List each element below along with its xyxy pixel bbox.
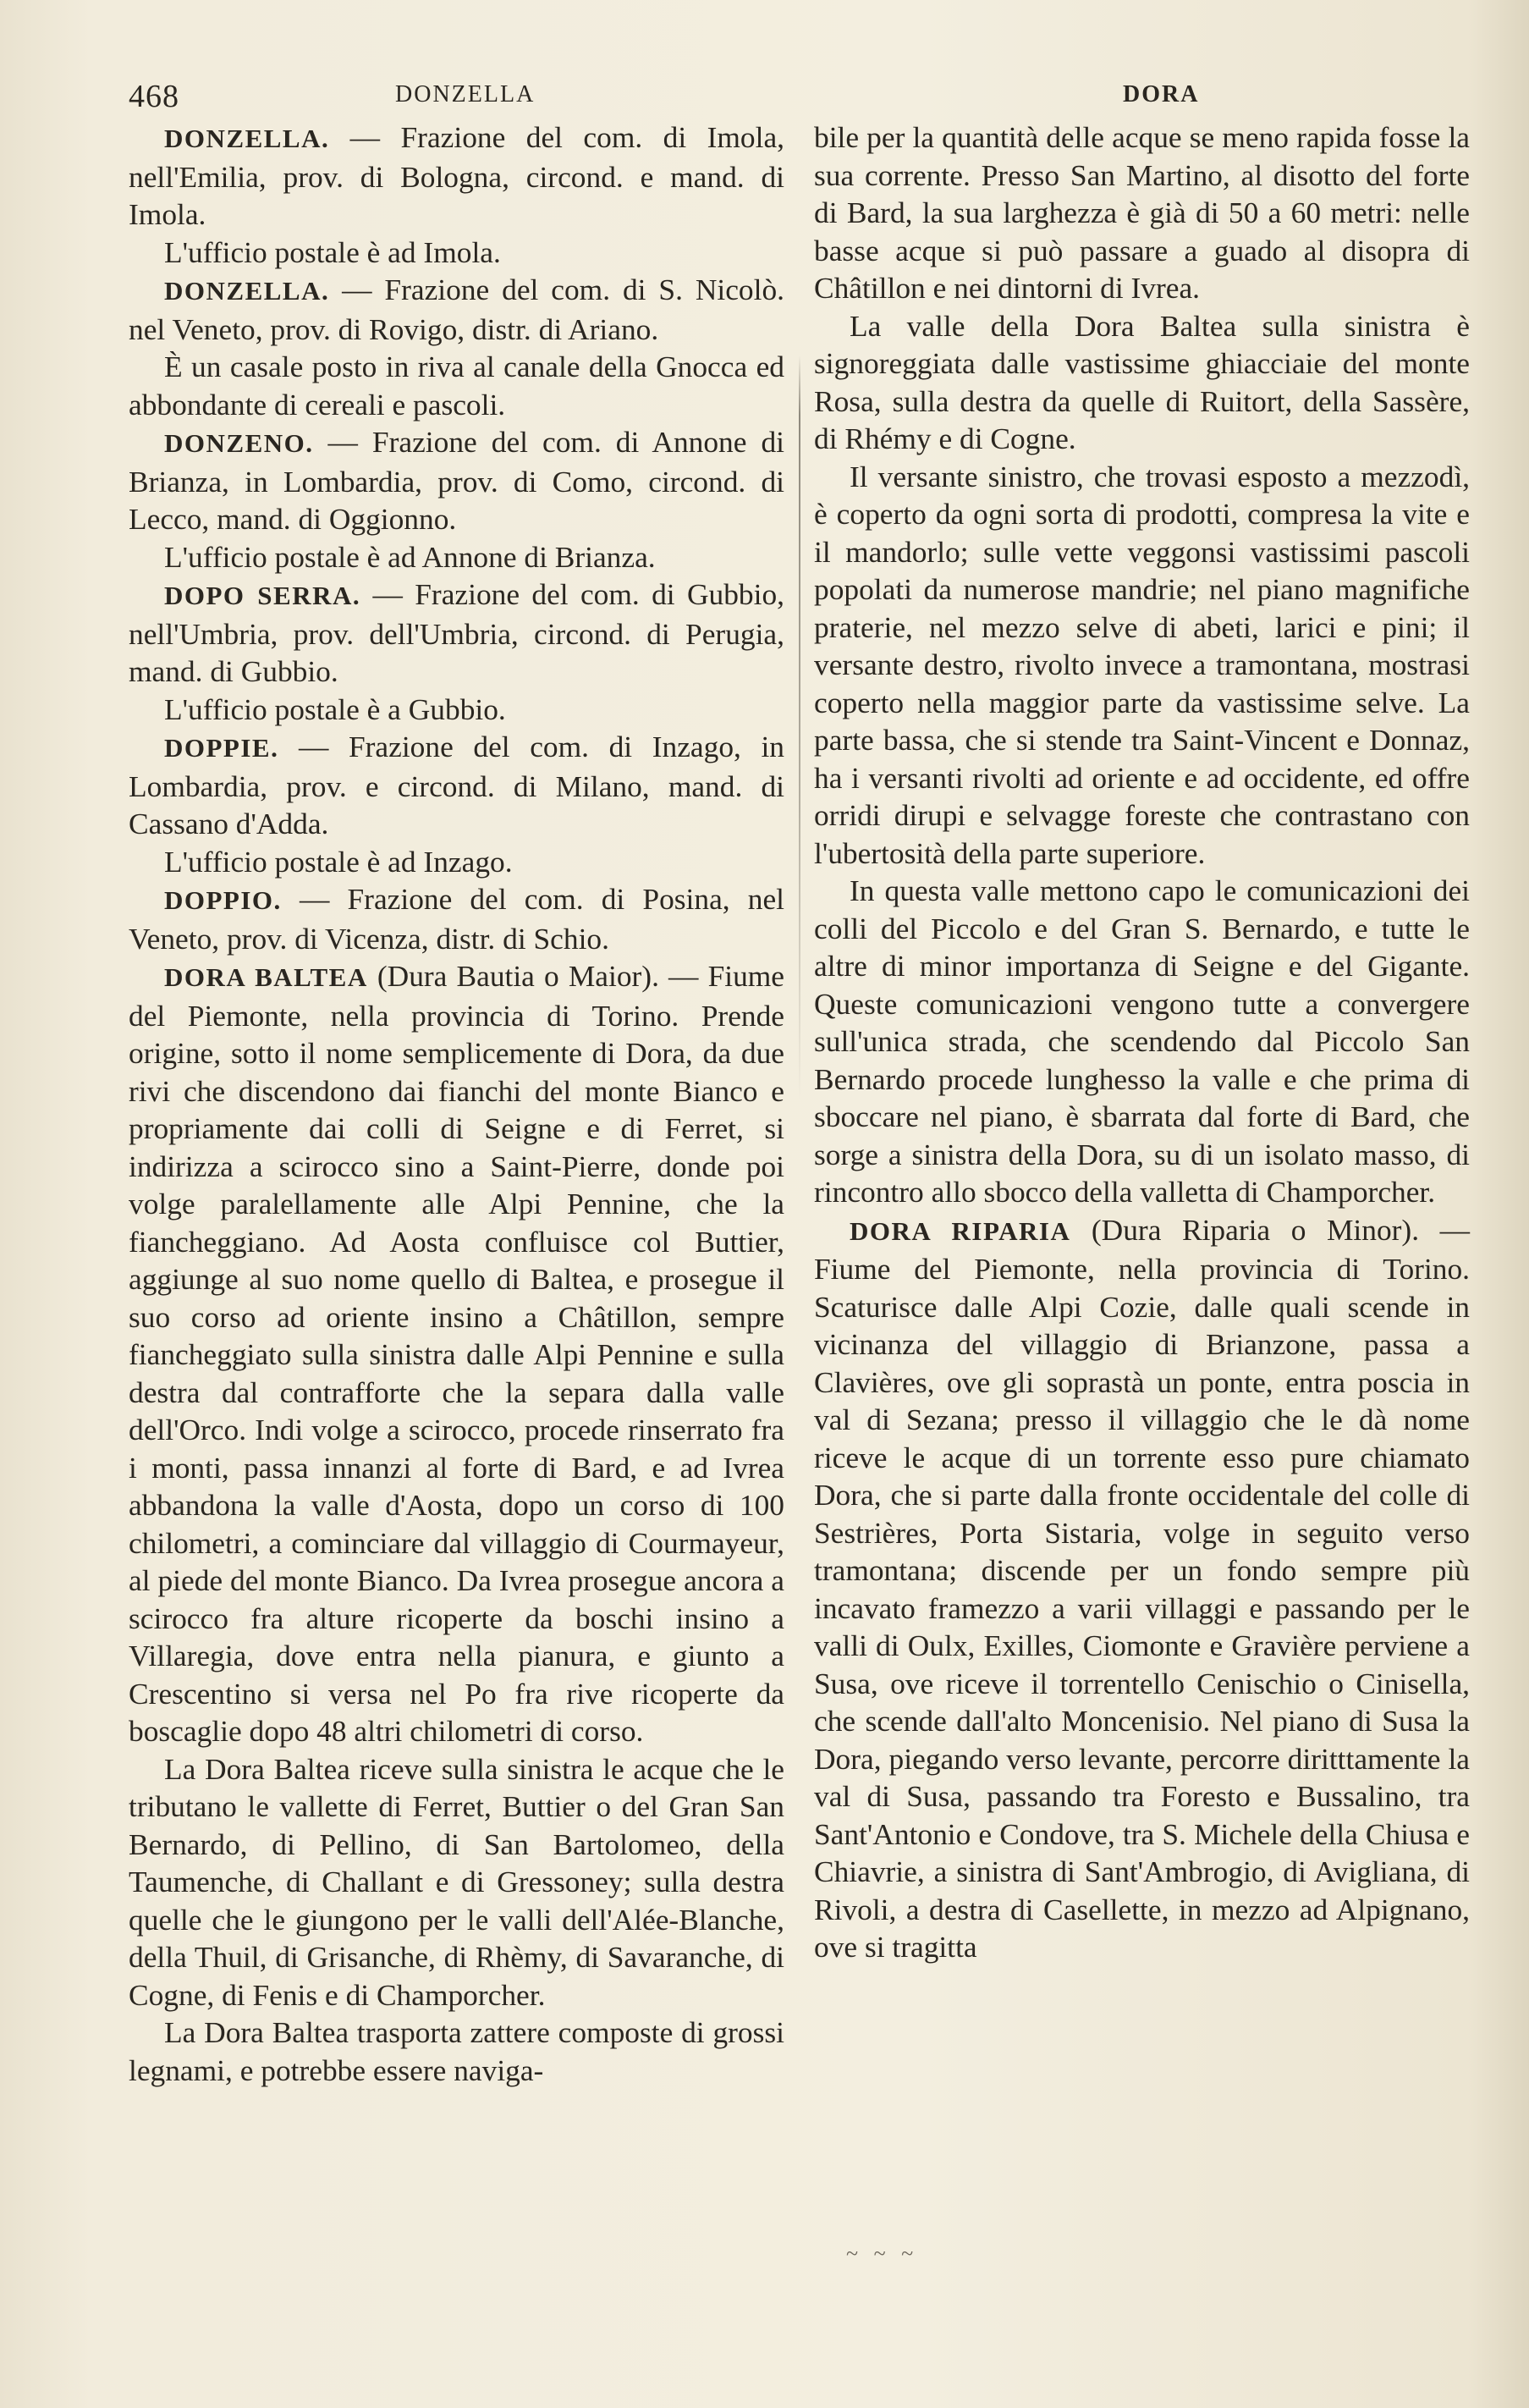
entry-text: È un casale posto in riva al canale della Gnocca ed abbondante di cereali e pascoli. (129, 350, 784, 422)
entry-paragraph (129, 2014, 784, 2089)
headword: DOPPIE. (164, 733, 279, 763)
entry-text: — Frazione del com. di Annone di Brianza, in Lombardia, prov. di Como, circond. di Lecco, mand. di Oggionno. (129, 425, 784, 536)
entry-text: L'ufficio postale è ad Annone di Brianza. (164, 539, 656, 574)
entry-text: — Frazione del com. di Posina, nel Veneto, prov. di Vicenza, distr. di Schio. (129, 882, 784, 956)
entry-text: — Frazione del com. di S. Nicolò. nel Veneto, prov. di Rovigo, distr. di Ariano. (129, 273, 784, 346)
column-rule (799, 355, 800, 1100)
entry-text: bile per la quantità delle acque se meno rapida fosse la sua corrente. Presso San Martino, al disotto del forte di Bard, la sua larghezza è già di 50 a 60 metri: nelle basse acque si può passare a guado al disopra di Châtillon e nei dintorni di Ivrea. (814, 120, 1470, 305)
entry-note (129, 691, 784, 729)
entry-doppio (129, 880, 784, 957)
left-column (129, 118, 784, 2089)
entry-donzella-rovigo (129, 271, 784, 348)
entry-paragraph (814, 307, 1470, 458)
page-number: 468 (129, 79, 179, 114)
entry-text: In questa valle mettono capo le comunicazioni dei colli del Piccolo e del Gran S. Bernardo, e tutte le altre di minor importanza di Seigne e del Gigante. Queste comunicazioni vengono tutte a convergere sull'unica strada, che scendendo dal Piccolo San Bernardo procede lunghesso la valle e che prima di sboccare nel piano, è sbarrata dal forte di Bard, che sorge a sinistra della Dora, su di un isolato masso, di rincontro allo sbocco della valletta di Champorcher. (814, 873, 1470, 1209)
left-running-head: DONZELLA (395, 81, 536, 107)
right-running-head: DORA (1123, 81, 1200, 107)
entry-text: (Dura Riparia o Minor). — Fiume del Piemonte, nella provincia di Torino. Scaturisce dalle Alpi Cozie, dalle quali scende in vicinanza del villaggio di Brianzone, passa a Clavières, ove gli soprastà un ponte, entra poscia in val di Sezana; presso il villaggio che le dà nome riceve le acque di un torrente esso pure chiamato Dora, che si parte dalla fronte occidentale del colle di Sestrières, Porta Sistaria, volge in seguito verso tramontana; discende per un fondo sempre più incavato framezzo a varii villaggi e passando per le valli di Oulx, Exilles, Ciomonte e Gravière perviene a Susa, ove riceve il torrentello Cenischio o Cinisella, che scende dall'alto Moncenisio. Nel piano di Susa la Dora, piegando verso levante, percorre diritttamente la val di Susa, passando tra Foresto e Bussalino, tra Sant'Antonio e Condove, tra S. Michele della Chiusa e Chiavrie, a sinistra di Sant'Ambrogio, di Avigliana, di Rivoli, a destra di Casellette, in mezzo ad Alpignano, ove si tragitta (814, 1212, 1470, 1964)
entry-paragraph (814, 118, 1470, 307)
entry-text: Il versante sinistro, che trovasi esposto a mezzodì, è coperto da ogni sorta di prodotti, compresa la vite e il mandorlo; sulle vette veggonsi vastissimi pascoli popolati da numerose mandrie; nel piano magnifiche praterie, nel mezzo selve di abeti, larici e pini; il versante destro, rivolto invece a tramontana, mostrasi coperto nella maggior parte da vastissime selve. La parte bassa, che si stende tra Saint-Vincent e Donnaz, ha i versanti rivolti ad oriente e ad occidente, ed offre orridi dirupi e selvagge foreste che contrastano con l'ubertosità della parte superiore. (814, 459, 1470, 870)
entry-note (129, 348, 784, 423)
entry-dora-riparia (814, 1211, 1470, 1966)
headword: DORA RIPARIA (850, 1215, 1071, 1246)
headword: DOPPIO. (164, 885, 282, 915)
entry-text: — Frazione del com. di Gubbio, nell'Umbria, prov. dell'Umbria, circond. di Perugia, mand. di Gubbio. (129, 577, 784, 688)
entry-note (129, 843, 784, 881)
headword: DONZELLA. (164, 124, 330, 153)
entry-paragraph (814, 458, 1470, 873)
entry-text: L'ufficio postale è ad Inzago. (164, 844, 513, 879)
entry-text: (Dura Bautia o Maior). — Fiume del Piemonte, nella provincia di Torino. Prende origine, sotto il nome semplicemente di Dora, da due rivi che discendono dai fianchi del monte Bianco e propriamente dai colli di Seigne e di Ferret, si indirizza a scirocco sino a Saint-Pierre, donde poi volge paralellamente alle Alpi Pennine, che la fiancheggiano. Ad Aosta confluisce col Buttier, aggiunge al suo nome quello di Baltea, e prosegue il suo corso ad oriente insino a Châtillon, sempre fiancheggiato sulla sinistra dalle Alpi Pennine e sulla destra dal contrafforte che la separa dalla valle dell'Orco. Indi volge a scirocco, procede rinserrato fra i monti, passa innanzi al forte di Bard, e ad Ivrea abbandona la valle d'Aosta, dopo un corso di 100 chilometri, a cominciare dal villaggio di Courmayeur, al piede del monte Bianco. Da Ivrea prosegue ancora a scirocco fra alture ricoperte da boschi insino a Villaregia, dove entra nella pianura, e giunto a Crescentino si versa nel Po fra rive ricoperte da boscaglie dopo 48 altri chilometri di corso. (129, 959, 785, 1748)
entry-doppie (129, 728, 784, 843)
entry-note (129, 538, 784, 576)
entry-text: — Frazione del com. di Imola, nell'Emilia, prov. di Bologna, circond. e mand. di Imola. (129, 120, 784, 231)
headword: DONZENO. (164, 428, 314, 458)
entry-dora-baltea (129, 957, 784, 1750)
entry-paragraph (814, 872, 1470, 1211)
entry-text: L'ufficio postale è ad Imola. (164, 234, 501, 269)
entry-text: L'ufficio postale è a Gubbio. (164, 692, 506, 726)
entry-paragraph (129, 1750, 784, 2014)
right-column (814, 118, 1470, 1966)
headword: DORA BALTEA (164, 962, 368, 992)
entry-donzella-imola (129, 118, 784, 234)
entry-donzeno (129, 423, 784, 538)
entry-note (129, 234, 784, 272)
entry-dopo-serra (129, 576, 784, 691)
entry-text: La Dora Baltea riceve sulla sinistra le acque che le tributano le vallette di Ferret, Buttier o del Gran San Bernardo, di Pellino, di San Bartolomeo, della Taumenche, di Challant e di Gressoney; sulla destra quelle che le giungono per le valli dell'Alée-Blanche, della Thuil, di Grisanche, di Rhèmy, di Savaranche, di Cogne, di Fenis e di Champorcher. (129, 1751, 784, 2012)
entry-text: — Frazione del com. di Inzago, in Lombardia, prov. e circond. di Milano, mand. di Cassano d'Adda. (129, 730, 784, 840)
entry-text: La valle della Dora Baltea sulla sinistra è signoreggiata dalle vastissime ghiacciaie del monte Rosa, sulla destra da quelle di Ruitort, della Sassère, di Rhémy e di Cogne. (814, 308, 1470, 455)
running-header (129, 78, 1474, 122)
ink-smudge: ~ ~ ~ (846, 2241, 919, 2266)
headword: DONZELLA. (164, 276, 330, 306)
headword: DOPO SERRA. (164, 581, 361, 610)
entry-text: La Dora Baltea trasporta zattere composte di grossi legnami, e potrebbe essere naviga- (129, 2015, 784, 2087)
